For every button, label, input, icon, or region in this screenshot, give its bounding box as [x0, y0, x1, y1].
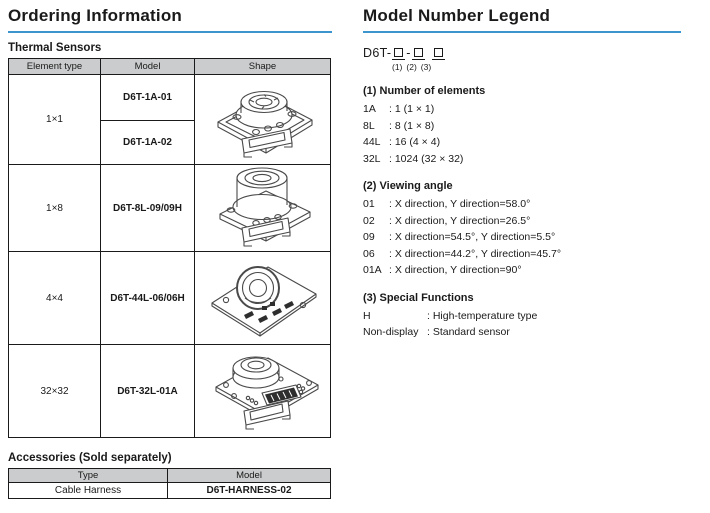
table-row [9, 483, 331, 499]
element-desc: : 8 (1 × 8) [389, 119, 435, 132]
shape-cell-4x4 [195, 252, 331, 345]
legend-item [363, 262, 703, 279]
angle-code: 09 [363, 231, 375, 243]
format-label-3: (3) [420, 62, 432, 72]
angle-code: 06 [363, 247, 375, 260]
sensor-1x1-drawing-icon [204, 76, 322, 163]
element-desc: : 1 (1 × 1) [389, 103, 435, 115]
format-slot-1 [392, 48, 405, 60]
model-number-legend-title: Model Number Legend [363, 6, 681, 33]
accessory-model-cell: D6T-HARNESS-02 [168, 483, 331, 499]
legend-item [363, 118, 703, 135]
angle-code: 01 [363, 198, 375, 210]
model-number-format [363, 46, 703, 60]
table-header-row [9, 59, 331, 75]
sensor-1x8-drawing-icon [204, 166, 322, 250]
element-code: 44L [363, 136, 381, 148]
element-type-4x4: 4×4 [9, 252, 101, 345]
legend-item [363, 134, 703, 151]
col-header-type: Type [9, 469, 168, 483]
special-code: H [363, 309, 371, 322]
shape-cell-1x8 [195, 165, 331, 252]
blank-box-icon [434, 48, 443, 57]
angle-desc: : X direction, Y direction=58.0° [389, 198, 531, 210]
angle-code: 02 [363, 214, 375, 227]
thermal-sensors-table [8, 58, 331, 438]
format-label-1: (1) [392, 62, 403, 72]
element-desc: : 16 (4 × 4) [389, 136, 441, 148]
ordering-information-title: Ordering Information [8, 6, 332, 33]
shape-cell-1x1 [195, 75, 331, 165]
table-row [9, 345, 331, 438]
angle-code: 01A [363, 264, 382, 276]
special-desc: : Standard sensor [427, 326, 510, 338]
thermal-sensors-subtitle: Thermal Sensors [8, 42, 102, 54]
viewing-angle-heading: (2) Viewing angle [363, 180, 453, 192]
format-slot-3 [432, 48, 445, 60]
angle-desc: : X direction=44.2°, Y direction=45.7° [389, 247, 562, 260]
legend-item [363, 324, 703, 341]
number-of-elements-heading: (1) Number of elements [363, 85, 486, 97]
element-type-1x1: 1×1 [9, 75, 101, 165]
legend-item [363, 229, 703, 246]
model-prefix: D6T- [363, 46, 392, 60]
model-d6t-1a-02: D6T-1A-02 [101, 120, 195, 165]
element-code: 32L [363, 152, 381, 165]
blank-box-icon [394, 48, 403, 57]
format-label-2: (2) [406, 62, 417, 72]
special-desc: : High-temperature type [427, 309, 538, 322]
col-header-model: Model [168, 469, 331, 483]
table-row [9, 75, 331, 121]
table-header-row [9, 469, 331, 483]
element-code: 8L [363, 119, 375, 132]
shape-cell-32x32 [195, 345, 331, 438]
element-desc: : 1024 (32 × 32) [389, 152, 464, 165]
element-code: 1A [363, 103, 376, 115]
model-d6t-32l: D6T-32L-01A [101, 345, 195, 438]
angle-desc: : X direction=54.5°, Y direction=5.5° [389, 231, 556, 243]
col-header-shape: Shape [195, 59, 331, 75]
legend-item [363, 196, 703, 213]
element-type-1x8: 1×8 [9, 165, 101, 252]
sensor-4x4-drawing-icon [204, 253, 322, 343]
legend-item [363, 101, 703, 118]
table-row [9, 252, 331, 345]
accessory-type-cell: Cable Harness [9, 483, 168, 499]
col-header-element-type: Element type [9, 59, 101, 75]
model-number-legend-section [363, 6, 703, 341]
model-d6t-44l: D6T-44L-06/06H [101, 252, 195, 345]
blank-box-icon [414, 48, 423, 57]
model-separator: - [406, 46, 411, 60]
legend-item [363, 213, 703, 230]
element-type-32x32: 32×32 [9, 345, 101, 438]
col-header-model: Model [101, 59, 195, 75]
accessories-subtitle: Accessories (Sold separately) [8, 452, 172, 464]
legend-item [363, 151, 703, 168]
model-d6t-1a-01: D6T-1A-01 [101, 75, 195, 121]
sensor-32x32-drawing-icon [204, 346, 322, 436]
legend-item [363, 246, 703, 263]
table-row [9, 165, 331, 252]
special-functions-heading: (3) Special Functions [363, 291, 474, 304]
angle-desc: : X direction, Y direction=26.5° [389, 214, 531, 227]
ordering-information-section [8, 6, 332, 499]
model-d6t-8l: D6T-8L-09/09H [101, 165, 195, 252]
format-position-labels [392, 62, 703, 72]
accessories-table [8, 468, 331, 499]
angle-desc: : X direction, Y direction=90° [389, 264, 522, 276]
format-slot-2 [412, 48, 425, 60]
legend-item [363, 308, 703, 325]
special-code: Non-display [363, 326, 419, 338]
